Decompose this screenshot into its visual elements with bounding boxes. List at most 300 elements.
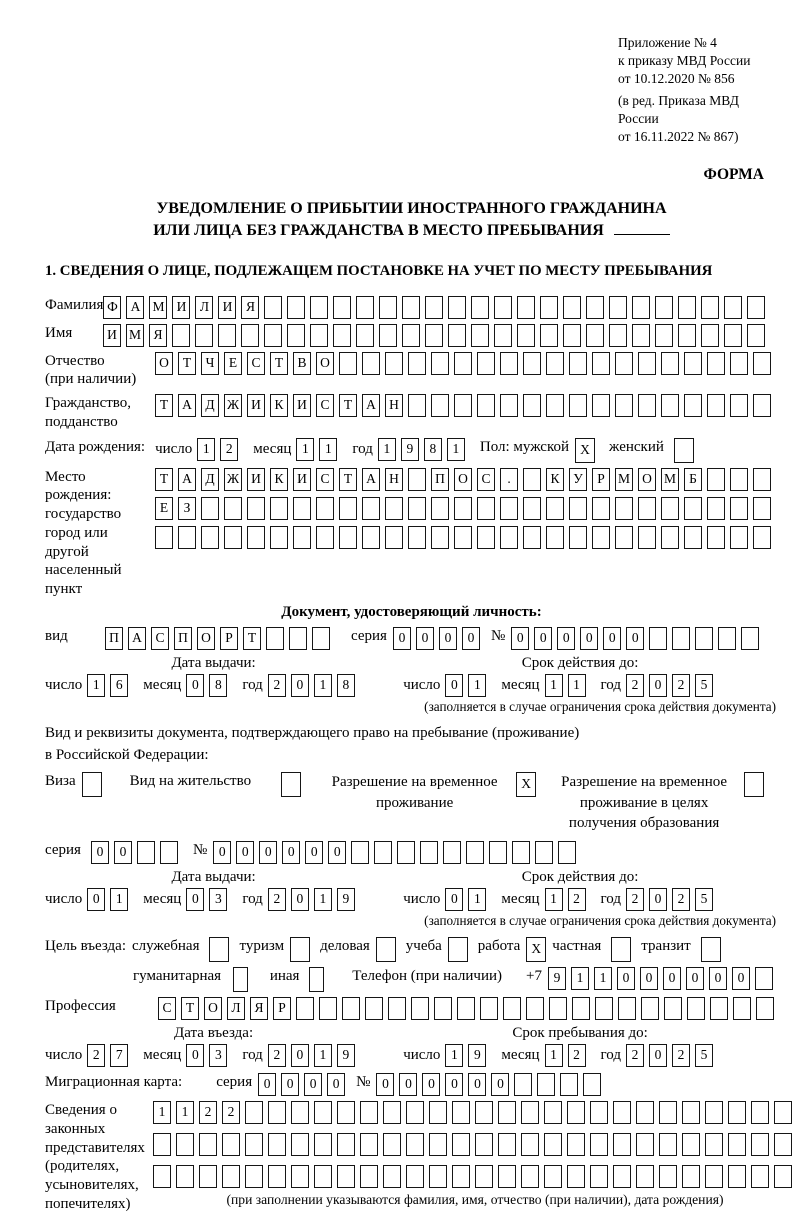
entry-day-cell[interactable]: 7 bbox=[110, 1044, 128, 1067]
birth-place-cell[interactable] bbox=[385, 497, 403, 520]
legal-reps-cell[interactable] bbox=[176, 1133, 194, 1156]
surname-cell[interactable] bbox=[494, 296, 512, 319]
rvp-edu-checkbox[interactable] bbox=[744, 772, 764, 797]
birth-place-cell[interactable] bbox=[615, 497, 633, 520]
legal-reps-cell[interactable] bbox=[406, 1165, 424, 1188]
legal-reps-cell[interactable] bbox=[337, 1165, 355, 1188]
legal-reps-cell[interactable]: 2 bbox=[199, 1101, 217, 1124]
patronymic-cell[interactable]: С bbox=[247, 352, 265, 375]
birth-place-cell[interactable] bbox=[247, 526, 265, 549]
permit-valid-year-cell[interactable]: 5 bbox=[695, 888, 713, 911]
name-cell[interactable] bbox=[287, 324, 305, 347]
permit-issue-year-cell[interactable]: 1 bbox=[314, 888, 332, 911]
legal-reps-cell[interactable] bbox=[153, 1165, 171, 1188]
permit-number-cell[interactable] bbox=[397, 841, 415, 864]
name-cell[interactable]: М bbox=[126, 324, 144, 347]
birth-place-cell[interactable] bbox=[316, 497, 334, 520]
name-cell[interactable] bbox=[747, 324, 765, 347]
citizenship-cell[interactable]: Д bbox=[201, 394, 219, 417]
legal-reps-cell[interactable] bbox=[521, 1165, 539, 1188]
birth-place-cell[interactable] bbox=[730, 526, 748, 549]
patronymic-cell[interactable] bbox=[661, 352, 679, 375]
official-checkbox[interactable] bbox=[209, 937, 229, 962]
permit-number-cell[interactable] bbox=[351, 841, 369, 864]
passport-issue-year-cell[interactable]: 2 bbox=[268, 674, 286, 697]
birth-place-cell[interactable]: Д bbox=[201, 468, 219, 491]
phone-cell[interactable]: 1 bbox=[571, 967, 589, 990]
patronymic-cell[interactable] bbox=[385, 352, 403, 375]
legal-reps-cell[interactable] bbox=[429, 1133, 447, 1156]
tourism-checkbox[interactable] bbox=[290, 937, 310, 962]
legal-reps-cell[interactable] bbox=[475, 1165, 493, 1188]
birth-place-cell[interactable] bbox=[454, 526, 472, 549]
name-cell[interactable] bbox=[540, 324, 558, 347]
birth-place-cell[interactable] bbox=[730, 497, 748, 520]
name-cell[interactable] bbox=[609, 324, 627, 347]
legal-reps-cell[interactable] bbox=[705, 1101, 723, 1124]
legal-reps-cell[interactable] bbox=[567, 1165, 585, 1188]
migration-number-cell[interactable] bbox=[514, 1073, 532, 1096]
name-cell[interactable] bbox=[333, 324, 351, 347]
birth-place-cell[interactable] bbox=[293, 497, 311, 520]
permit-number-cell[interactable]: 0 bbox=[282, 841, 300, 864]
birth-year-cell[interactable]: 1 bbox=[447, 438, 465, 461]
legal-reps-cell[interactable]: 1 bbox=[153, 1101, 171, 1124]
passport-number-cell[interactable]: 0 bbox=[626, 627, 644, 650]
legal-reps-cell[interactable] bbox=[245, 1133, 263, 1156]
citizenship-cell[interactable]: Ж bbox=[224, 394, 242, 417]
surname-cell[interactable] bbox=[632, 296, 650, 319]
legal-reps-cell[interactable] bbox=[153, 1133, 171, 1156]
legal-reps-cell[interactable] bbox=[452, 1133, 470, 1156]
citizenship-cell[interactable] bbox=[638, 394, 656, 417]
doc-kind-cell[interactable]: П bbox=[105, 627, 123, 650]
profession-cell[interactable]: Р bbox=[273, 997, 291, 1020]
birth-place-cell[interactable] bbox=[546, 497, 564, 520]
birth-place-cell[interactable] bbox=[615, 526, 633, 549]
birth-year-cell[interactable]: 9 bbox=[401, 438, 419, 461]
legal-reps-cell[interactable] bbox=[429, 1101, 447, 1124]
profession-cell[interactable] bbox=[549, 997, 567, 1020]
passport-series-cell[interactable]: 0 bbox=[439, 627, 457, 650]
citizenship-cell[interactable]: К bbox=[270, 394, 288, 417]
permit-number-cell[interactable]: 0 bbox=[213, 841, 231, 864]
phone-cell[interactable]: 9 bbox=[548, 967, 566, 990]
birth-place-cell[interactable] bbox=[638, 497, 656, 520]
legal-reps-cell[interactable] bbox=[613, 1133, 631, 1156]
birth-place-cell[interactable] bbox=[362, 497, 380, 520]
profession-cell[interactable] bbox=[595, 997, 613, 1020]
birth-place-cell[interactable] bbox=[546, 526, 564, 549]
birth-place-cell[interactable] bbox=[270, 526, 288, 549]
profession-cell[interactable] bbox=[365, 997, 383, 1020]
surname-cell[interactable] bbox=[517, 296, 535, 319]
surname-cell[interactable] bbox=[310, 296, 328, 319]
business-checkbox[interactable] bbox=[376, 937, 396, 962]
permit-number-cell[interactable] bbox=[466, 841, 484, 864]
name-cell[interactable] bbox=[494, 324, 512, 347]
legal-reps-cell[interactable] bbox=[774, 1165, 792, 1188]
patronymic-cell[interactable]: В bbox=[293, 352, 311, 375]
male-checkbox[interactable]: X bbox=[575, 438, 595, 463]
surname-cell[interactable]: Я bbox=[241, 296, 259, 319]
phone-cell[interactable]: 0 bbox=[709, 967, 727, 990]
name-cell[interactable] bbox=[724, 324, 742, 347]
patronymic-cell[interactable] bbox=[454, 352, 472, 375]
birth-place-cell[interactable]: Р bbox=[592, 468, 610, 491]
citizenship-cell[interactable] bbox=[753, 394, 771, 417]
profession-cell[interactable] bbox=[434, 997, 452, 1020]
stay-month-cell[interactable]: 1 bbox=[545, 1044, 563, 1067]
name-cell[interactable] bbox=[425, 324, 443, 347]
legal-reps-cell[interactable] bbox=[590, 1101, 608, 1124]
patronymic-cell[interactable]: Е bbox=[224, 352, 242, 375]
patronymic-cell[interactable] bbox=[684, 352, 702, 375]
surname-cell[interactable]: И bbox=[218, 296, 236, 319]
birth-place-cell[interactable] bbox=[753, 526, 771, 549]
entry-month-cell[interactable]: 0 bbox=[186, 1044, 204, 1067]
phone-cell[interactable]: 0 bbox=[617, 967, 635, 990]
patronymic-cell[interactable] bbox=[569, 352, 587, 375]
profession-cell[interactable] bbox=[342, 997, 360, 1020]
birth-place-cell[interactable]: З bbox=[178, 497, 196, 520]
legal-reps-cell[interactable] bbox=[521, 1133, 539, 1156]
permit-number-cell[interactable] bbox=[512, 841, 530, 864]
birth-place-cell[interactable] bbox=[500, 526, 518, 549]
patronymic-cell[interactable]: Т bbox=[270, 352, 288, 375]
birth-place-cell[interactable] bbox=[523, 468, 541, 491]
permit-number-cell[interactable]: 0 bbox=[328, 841, 346, 864]
legal-reps-cell[interactable] bbox=[728, 1133, 746, 1156]
name-cell[interactable] bbox=[471, 324, 489, 347]
name-cell[interactable] bbox=[632, 324, 650, 347]
birth-place-cell[interactable] bbox=[293, 526, 311, 549]
passport-series-cell[interactable]: 0 bbox=[462, 627, 480, 650]
doc-kind-cell[interactable]: О bbox=[197, 627, 215, 650]
birth-place-cell[interactable] bbox=[477, 497, 495, 520]
surname-cell[interactable] bbox=[333, 296, 351, 319]
profession-cell[interactable] bbox=[457, 997, 475, 1020]
legal-reps-cell[interactable] bbox=[360, 1101, 378, 1124]
birth-place-cell[interactable] bbox=[408, 468, 426, 491]
legal-reps-cell[interactable] bbox=[498, 1133, 516, 1156]
passport-valid-month-cell[interactable]: 1 bbox=[568, 674, 586, 697]
entry-year-cell[interactable]: 1 bbox=[314, 1044, 332, 1067]
legal-reps-cell[interactable] bbox=[682, 1133, 700, 1156]
permit-valid-month-cell[interactable]: 1 bbox=[545, 888, 563, 911]
legal-reps-cell[interactable] bbox=[406, 1101, 424, 1124]
phone-cell[interactable]: 0 bbox=[686, 967, 704, 990]
doc-kind-cell[interactable] bbox=[289, 627, 307, 650]
legal-reps-cell[interactable] bbox=[498, 1165, 516, 1188]
citizenship-cell[interactable] bbox=[546, 394, 564, 417]
legal-reps-cell[interactable] bbox=[659, 1101, 677, 1124]
birth-place-cell[interactable] bbox=[431, 497, 449, 520]
birth-place-cell[interactable] bbox=[753, 468, 771, 491]
passport-valid-day-cell[interactable]: 0 bbox=[445, 674, 463, 697]
legal-reps-cell[interactable] bbox=[337, 1133, 355, 1156]
surname-cell[interactable]: Ф bbox=[103, 296, 121, 319]
birth-place-cell[interactable] bbox=[339, 526, 357, 549]
surname-cell[interactable] bbox=[448, 296, 466, 319]
profession-cell[interactable] bbox=[618, 997, 636, 1020]
doc-kind-cell[interactable]: Р bbox=[220, 627, 238, 650]
surname-cell[interactable]: А bbox=[126, 296, 144, 319]
permit-issue-day-cell[interactable]: 0 bbox=[87, 888, 105, 911]
citizenship-cell[interactable]: Т bbox=[155, 394, 173, 417]
legal-reps-cell[interactable] bbox=[751, 1133, 769, 1156]
surname-cell[interactable] bbox=[356, 296, 374, 319]
birth-place-cell[interactable] bbox=[178, 526, 196, 549]
profession-cell[interactable] bbox=[388, 997, 406, 1020]
citizenship-cell[interactable]: Т bbox=[339, 394, 357, 417]
birth-place-cell[interactable] bbox=[753, 497, 771, 520]
legal-reps-cell[interactable] bbox=[544, 1101, 562, 1124]
passport-number-cell[interactable]: 0 bbox=[511, 627, 529, 650]
birth-place-cell[interactable] bbox=[431, 526, 449, 549]
legal-reps-cell[interactable] bbox=[383, 1101, 401, 1124]
birth-place-cell[interactable] bbox=[707, 526, 725, 549]
legal-reps-cell[interactable] bbox=[360, 1165, 378, 1188]
legal-reps-cell[interactable] bbox=[222, 1133, 240, 1156]
passport-valid-year-cell[interactable]: 2 bbox=[626, 674, 644, 697]
name-cell[interactable] bbox=[402, 324, 420, 347]
surname-cell[interactable]: И bbox=[172, 296, 190, 319]
stay-month-cell[interactable]: 2 bbox=[568, 1044, 586, 1067]
name-cell[interactable] bbox=[586, 324, 604, 347]
birth-place-cell[interactable] bbox=[523, 497, 541, 520]
residence-checkbox[interactable] bbox=[281, 772, 301, 797]
patronymic-cell[interactable] bbox=[592, 352, 610, 375]
legal-reps-cell[interactable] bbox=[659, 1165, 677, 1188]
citizenship-cell[interactable]: А bbox=[178, 394, 196, 417]
surname-cell[interactable] bbox=[563, 296, 581, 319]
permit-issue-month-cell[interactable]: 3 bbox=[209, 888, 227, 911]
birth-place-cell[interactable]: Т bbox=[155, 468, 173, 491]
legal-reps-cell[interactable] bbox=[314, 1165, 332, 1188]
surname-cell[interactable] bbox=[402, 296, 420, 319]
profession-cell[interactable] bbox=[503, 997, 521, 1020]
birth-place-cell[interactable] bbox=[362, 526, 380, 549]
permit-number-cell[interactable]: 0 bbox=[305, 841, 323, 864]
phone-cell[interactable]: 1 bbox=[594, 967, 612, 990]
profession-cell[interactable] bbox=[641, 997, 659, 1020]
passport-issue-month-cell[interactable]: 8 bbox=[209, 674, 227, 697]
permit-number-cell[interactable]: 0 bbox=[259, 841, 277, 864]
citizenship-cell[interactable]: Н bbox=[385, 394, 403, 417]
surname-cell[interactable] bbox=[540, 296, 558, 319]
citizenship-cell[interactable] bbox=[569, 394, 587, 417]
profession-cell[interactable] bbox=[710, 997, 728, 1020]
name-cell[interactable] bbox=[655, 324, 673, 347]
citizenship-cell[interactable] bbox=[707, 394, 725, 417]
legal-reps-cell[interactable] bbox=[613, 1165, 631, 1188]
legal-reps-cell[interactable] bbox=[314, 1101, 332, 1124]
stay-year-cell[interactable]: 0 bbox=[649, 1044, 667, 1067]
birth-place-cell[interactable]: К bbox=[270, 468, 288, 491]
birth-place-cell[interactable] bbox=[385, 526, 403, 549]
birth-place-cell[interactable] bbox=[408, 526, 426, 549]
profession-cell[interactable] bbox=[526, 997, 544, 1020]
legal-reps-cell[interactable] bbox=[636, 1133, 654, 1156]
stay-year-cell[interactable]: 2 bbox=[672, 1044, 690, 1067]
permit-number-cell[interactable]: 0 bbox=[236, 841, 254, 864]
stay-day-cell[interactable]: 9 bbox=[468, 1044, 486, 1067]
birth-place-cell[interactable]: С bbox=[316, 468, 334, 491]
female-checkbox[interactable] bbox=[674, 438, 694, 463]
entry-year-cell[interactable]: 2 bbox=[268, 1044, 286, 1067]
citizenship-cell[interactable] bbox=[523, 394, 541, 417]
migration-number-cell[interactable]: 0 bbox=[422, 1073, 440, 1096]
permit-number-cell[interactable] bbox=[443, 841, 461, 864]
profession-cell[interactable] bbox=[664, 997, 682, 1020]
doc-kind-cell[interactable] bbox=[312, 627, 330, 650]
name-cell[interactable] bbox=[264, 324, 282, 347]
legal-reps-cell[interactable] bbox=[682, 1165, 700, 1188]
surname-cell[interactable] bbox=[701, 296, 719, 319]
passport-number-cell[interactable]: 0 bbox=[534, 627, 552, 650]
surname-cell[interactable] bbox=[655, 296, 673, 319]
migration-series-cell[interactable]: 0 bbox=[281, 1073, 299, 1096]
entry-month-cell[interactable]: 3 bbox=[209, 1044, 227, 1067]
legal-reps-cell[interactable] bbox=[452, 1101, 470, 1124]
legal-reps-cell[interactable] bbox=[475, 1101, 493, 1124]
passport-issue-year-cell[interactable]: 1 bbox=[314, 674, 332, 697]
legal-reps-cell[interactable] bbox=[751, 1165, 769, 1188]
birth-place-cell[interactable] bbox=[569, 526, 587, 549]
migration-number-cell[interactable]: 0 bbox=[445, 1073, 463, 1096]
passport-issue-month-cell[interactable]: 0 bbox=[186, 674, 204, 697]
citizenship-cell[interactable] bbox=[730, 394, 748, 417]
birth-place-cell[interactable] bbox=[224, 497, 242, 520]
birth-place-cell[interactable]: Ж bbox=[224, 468, 242, 491]
patronymic-cell[interactable]: Т bbox=[178, 352, 196, 375]
name-cell[interactable] bbox=[356, 324, 374, 347]
permit-series-cell[interactable] bbox=[160, 841, 178, 864]
legal-reps-cell[interactable] bbox=[590, 1133, 608, 1156]
legal-reps-cell[interactable] bbox=[751, 1101, 769, 1124]
name-cell[interactable] bbox=[195, 324, 213, 347]
name-cell[interactable] bbox=[448, 324, 466, 347]
name-cell[interactable]: Я bbox=[149, 324, 167, 347]
other-checkbox[interactable] bbox=[309, 967, 324, 992]
birth-place-cell[interactable] bbox=[638, 526, 656, 549]
name-cell[interactable] bbox=[701, 324, 719, 347]
citizenship-cell[interactable]: А bbox=[362, 394, 380, 417]
legal-reps-cell[interactable] bbox=[199, 1133, 217, 1156]
permit-series-cell[interactable]: 0 bbox=[91, 841, 109, 864]
patronymic-cell[interactable]: Ч bbox=[201, 352, 219, 375]
legal-reps-cell[interactable]: 1 bbox=[176, 1101, 194, 1124]
legal-reps-cell[interactable] bbox=[360, 1133, 378, 1156]
legal-reps-cell[interactable] bbox=[268, 1133, 286, 1156]
migration-series-cell[interactable]: 0 bbox=[304, 1073, 322, 1096]
birth-place-cell[interactable]: М bbox=[661, 468, 679, 491]
passport-valid-month-cell[interactable]: 1 bbox=[545, 674, 563, 697]
doc-kind-cell[interactable]: А bbox=[128, 627, 146, 650]
profession-cell[interactable] bbox=[687, 997, 705, 1020]
profession-cell[interactable] bbox=[319, 997, 337, 1020]
passport-number-cell[interactable] bbox=[672, 627, 690, 650]
birth-place-cell[interactable]: Н bbox=[385, 468, 403, 491]
legal-reps-cell[interactable] bbox=[176, 1165, 194, 1188]
birth-place-cell[interactable] bbox=[500, 497, 518, 520]
profession-cell[interactable] bbox=[572, 997, 590, 1020]
legal-reps-cell[interactable] bbox=[636, 1101, 654, 1124]
birth-place-cell[interactable]: О bbox=[454, 468, 472, 491]
birth-day-cell[interactable]: 1 bbox=[197, 438, 215, 461]
birth-place-cell[interactable] bbox=[224, 526, 242, 549]
legal-reps-cell[interactable] bbox=[291, 1101, 309, 1124]
name-cell[interactable] bbox=[517, 324, 535, 347]
citizenship-cell[interactable]: С bbox=[316, 394, 334, 417]
permit-number-cell[interactable] bbox=[420, 841, 438, 864]
birth-month-cell[interactable]: 1 bbox=[296, 438, 314, 461]
profession-cell[interactable] bbox=[733, 997, 751, 1020]
birth-place-cell[interactable] bbox=[339, 497, 357, 520]
surname-cell[interactable] bbox=[678, 296, 696, 319]
entry-day-cell[interactable]: 2 bbox=[87, 1044, 105, 1067]
legal-reps-cell[interactable] bbox=[521, 1101, 539, 1124]
rvp-checkbox[interactable]: X bbox=[516, 772, 536, 797]
birth-place-cell[interactable] bbox=[684, 497, 702, 520]
profession-cell[interactable] bbox=[296, 997, 314, 1020]
patronymic-cell[interactable] bbox=[707, 352, 725, 375]
name-cell[interactable] bbox=[310, 324, 328, 347]
permit-number-cell[interactable] bbox=[374, 841, 392, 864]
permit-issue-year-cell[interactable]: 0 bbox=[291, 888, 309, 911]
patronymic-cell[interactable]: О bbox=[155, 352, 173, 375]
citizenship-cell[interactable] bbox=[431, 394, 449, 417]
birth-place-cell[interactable] bbox=[201, 526, 219, 549]
passport-issue-year-cell[interactable]: 0 bbox=[291, 674, 309, 697]
passport-number-cell[interactable] bbox=[741, 627, 759, 650]
birth-place-cell[interactable] bbox=[569, 497, 587, 520]
name-cell[interactable] bbox=[172, 324, 190, 347]
birth-place-cell[interactable]: К bbox=[546, 468, 564, 491]
profession-cell[interactable]: С bbox=[158, 997, 176, 1020]
private-checkbox[interactable] bbox=[611, 937, 631, 962]
birth-place-cell[interactable] bbox=[454, 497, 472, 520]
entry-year-cell[interactable]: 0 bbox=[291, 1044, 309, 1067]
citizenship-cell[interactable]: И bbox=[293, 394, 311, 417]
passport-series-cell[interactable]: 0 bbox=[393, 627, 411, 650]
legal-reps-cell[interactable] bbox=[199, 1165, 217, 1188]
legal-reps-cell[interactable] bbox=[429, 1165, 447, 1188]
permit-number-cell[interactable] bbox=[558, 841, 576, 864]
legal-reps-cell[interactable]: 2 bbox=[222, 1101, 240, 1124]
birth-place-cell[interactable]: . bbox=[500, 468, 518, 491]
legal-reps-cell[interactable] bbox=[567, 1133, 585, 1156]
birth-place-cell[interactable] bbox=[316, 526, 334, 549]
phone-cell[interactable] bbox=[755, 967, 773, 990]
migration-number-cell[interactable]: 0 bbox=[468, 1073, 486, 1096]
patronymic-cell[interactable] bbox=[546, 352, 564, 375]
legal-reps-cell[interactable] bbox=[337, 1101, 355, 1124]
study-checkbox[interactable] bbox=[448, 937, 468, 962]
citizenship-cell[interactable] bbox=[661, 394, 679, 417]
doc-kind-cell[interactable]: Т bbox=[243, 627, 261, 650]
birth-place-cell[interactable]: Е bbox=[155, 497, 173, 520]
surname-cell[interactable]: Л bbox=[195, 296, 213, 319]
surname-cell[interactable] bbox=[425, 296, 443, 319]
patronymic-cell[interactable] bbox=[477, 352, 495, 375]
birth-place-cell[interactable] bbox=[523, 526, 541, 549]
migration-number-cell[interactable] bbox=[560, 1073, 578, 1096]
birth-place-cell[interactable] bbox=[592, 497, 610, 520]
legal-reps-cell[interactable] bbox=[452, 1165, 470, 1188]
migration-number-cell[interactable]: 0 bbox=[376, 1073, 394, 1096]
